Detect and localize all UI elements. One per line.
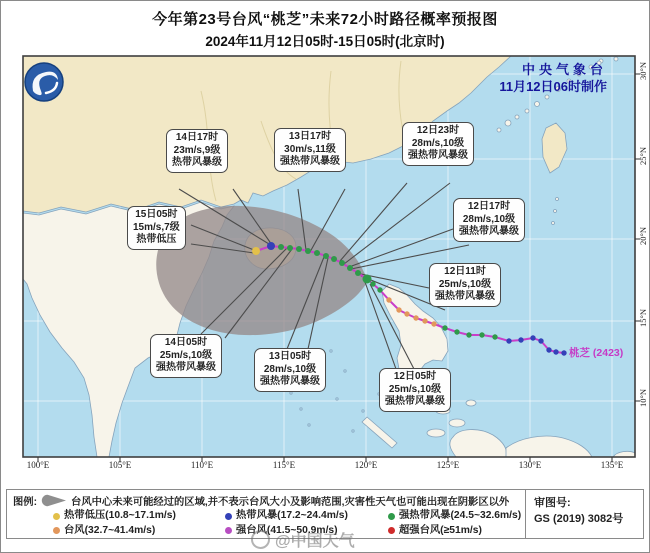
storm-name-label: 桃芝 (2423) xyxy=(569,347,624,359)
callout-13d17h: 13日17时 30m/s,11级 强热带风暴级 xyxy=(274,128,346,172)
callout-12d05h: 12日05时 25m/s,10级 强热带风暴级 xyxy=(379,368,451,412)
watermark xyxy=(251,528,355,551)
callout-12d23h: 12日23时 28m/s,10级 强热带风暴级 xyxy=(402,122,474,166)
ts-dot-icon xyxy=(225,513,232,520)
ty-dot-icon xyxy=(53,527,60,534)
approval-label: 审图号: xyxy=(534,497,571,509)
lon-label-125e: 125°E xyxy=(436,460,460,470)
callout-14d17h: 14日17时 23m/s,9级 热带风暴级 xyxy=(166,129,228,173)
super-ty-dot-icon xyxy=(388,527,395,534)
td-dot-icon xyxy=(53,513,60,520)
cone-note: 台风中心未来可能经过的区域,并不表示台风大小及影响范围,灾害性天气也可能出现在阴影区以外 xyxy=(71,497,510,508)
lon-label-110e: 110°E xyxy=(190,460,214,470)
lon-label-115e: 115°E xyxy=(272,460,296,470)
lon-label-135e: 135°E xyxy=(600,460,624,470)
agency-name: 中央气象台 xyxy=(521,62,607,77)
agency-issued-time: 11月12日06时制作 xyxy=(499,79,607,94)
callout-14d05h: 14日05时 25m/s,10级 强热带风暴级 xyxy=(150,334,222,378)
lat-label-30n: 30°N xyxy=(638,61,648,80)
page-title: 今年第23号台风“桃芝”未来72小时路径概率预报图 xyxy=(152,11,498,28)
callout-15d05h: 15日05时 15m/s,7级 热带低压 xyxy=(127,206,186,250)
approval-number: GS (2019) 3082号 xyxy=(534,513,624,525)
lat-label-10n: 10°N xyxy=(638,388,648,407)
callout-13d05h: 13日05时 28m/s,10级 强热带风暴级 xyxy=(254,348,326,392)
watermark-logo-icon xyxy=(251,530,270,549)
legend-item-ts: 热带风暴(17.2~24.4m/s) xyxy=(225,509,388,524)
lon-label-130e: 130°E xyxy=(518,460,542,470)
callout-12d11h: 12日11时 25m/s,10级 强热带风暴级 xyxy=(429,263,501,307)
callout-12d17h: 12日17时 28m/s,10级 强热带风暴级 xyxy=(453,198,525,242)
page-subtitle: 2024年11月12日05时-15日05时(北京时) xyxy=(205,34,445,49)
legend-item-sts: 强热带风暴(24.5~32.6m/s) xyxy=(388,509,560,524)
legend-item-sty: 强台风(41.5~50.9m/s) xyxy=(225,524,388,539)
map-approval-panel xyxy=(525,490,643,538)
cma-logo xyxy=(25,63,63,101)
sts-dot-icon xyxy=(388,513,395,520)
watermark-text: @中国天气 xyxy=(275,533,355,550)
legend-item-super-ty: 超强台风(≥51m/s) xyxy=(388,524,560,539)
legend-item-td: 热带低压(10.8~17.1m/s) xyxy=(53,509,225,524)
lon-label-105e: 105°E xyxy=(108,460,132,470)
sty-dot-icon xyxy=(225,527,232,534)
lat-label-20n: 20°N xyxy=(638,226,648,245)
lon-label-120e: 120°E xyxy=(354,460,378,470)
cone-icon xyxy=(41,494,67,507)
lat-label-25n: 25°N xyxy=(638,146,648,165)
legend-item-ty: 台风(32.7~41.4m/s) xyxy=(53,524,225,539)
legend-title: 图例: xyxy=(13,497,38,508)
lon-label-100e: 100°E xyxy=(26,460,50,470)
agency-credit xyxy=(499,61,607,95)
lat-label-15n: 15°N xyxy=(638,308,648,327)
